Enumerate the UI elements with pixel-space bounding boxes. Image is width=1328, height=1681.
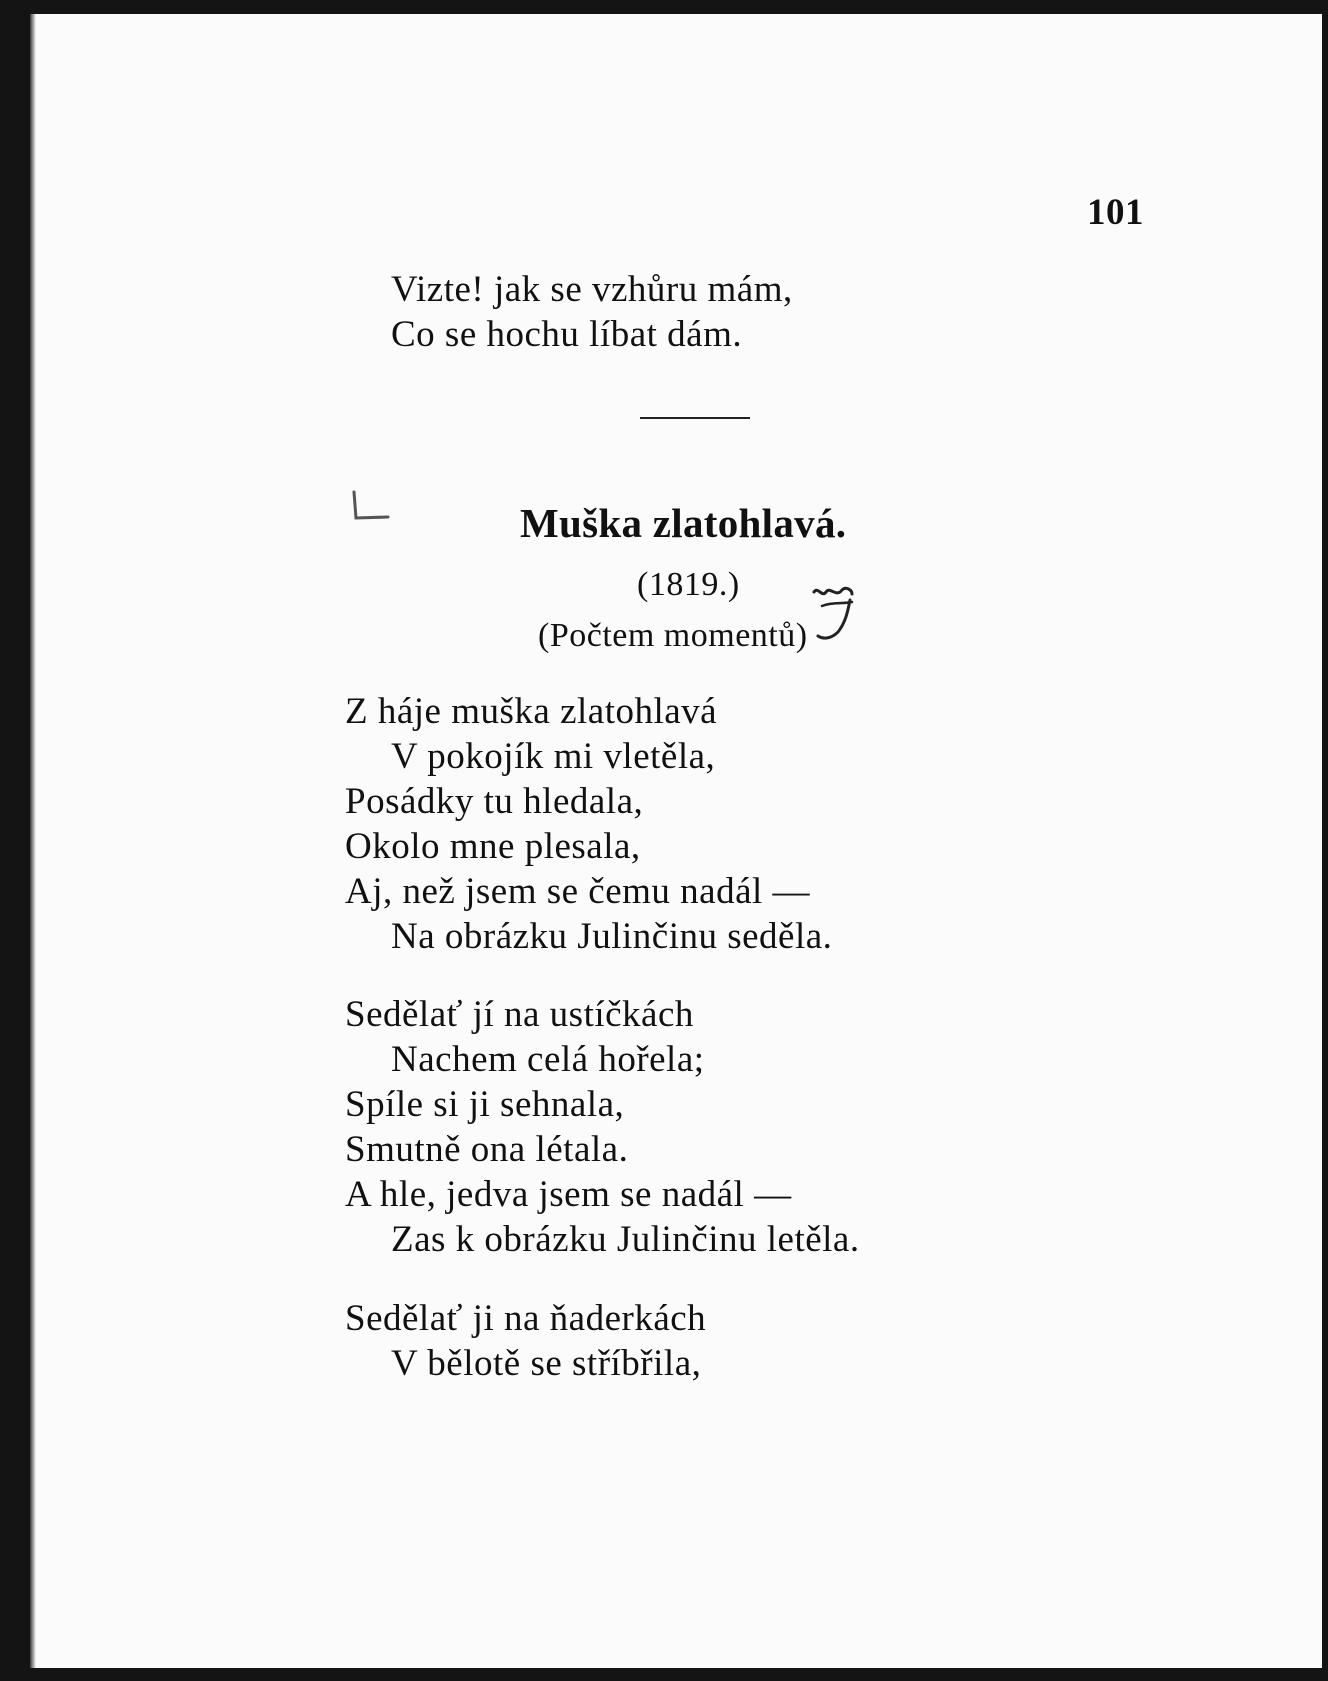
poem-year: (1819.) [637,566,740,603]
intro-line-2: Co se hochu líbat dám. [391,314,743,355]
stanza3-line-1: Sedělať ji na ňaderkách [345,1298,707,1339]
stanza1-line-1: Z háje muška zlatohlavá [345,691,718,732]
stanza3-line-2: V bělotě se stříbřila, [391,1343,702,1384]
poem-subtitle: (Počtem momentů) [538,617,808,654]
handwritten-scribble-mark [808,580,858,650]
poem-title: Muška zlatohlavá. [520,500,847,546]
stanza2-line-3: Spíle si ji sehnala, [345,1084,625,1125]
stanza2-line-2: Nachem celá hořela; [391,1039,705,1080]
handwritten-l-mark [348,488,393,528]
stanza2-line-1: Sedělať jí na ustíčkách [345,994,694,1035]
spine-shadow [30,14,36,1668]
stanza2-line-4: Smutně ona létala. [345,1129,629,1170]
stanza1-line-5: Aj, než jsem se čemu nadál — [345,871,811,912]
stanza1-line-3: Posádky tu hledala, [345,781,644,822]
stanza1-line-4: Okolo mne plesala, [345,826,641,867]
book-page [30,14,1322,1668]
page-number: 101 [1087,192,1144,233]
stanza1-line-6: Na obrázku Julinčinu seděla. [391,916,833,957]
stanza2-line-6: Zas k obrázku Julinčinu letěla. [391,1219,860,1260]
stanza2-line-5: A hle, jedva jsem se nadál — [345,1174,792,1215]
stanza1-line-2: V pokojík mi vletěla, [391,736,716,777]
section-divider [640,417,750,419]
intro-line-1: Vizte! jak se vzhůru mám, [391,269,793,310]
